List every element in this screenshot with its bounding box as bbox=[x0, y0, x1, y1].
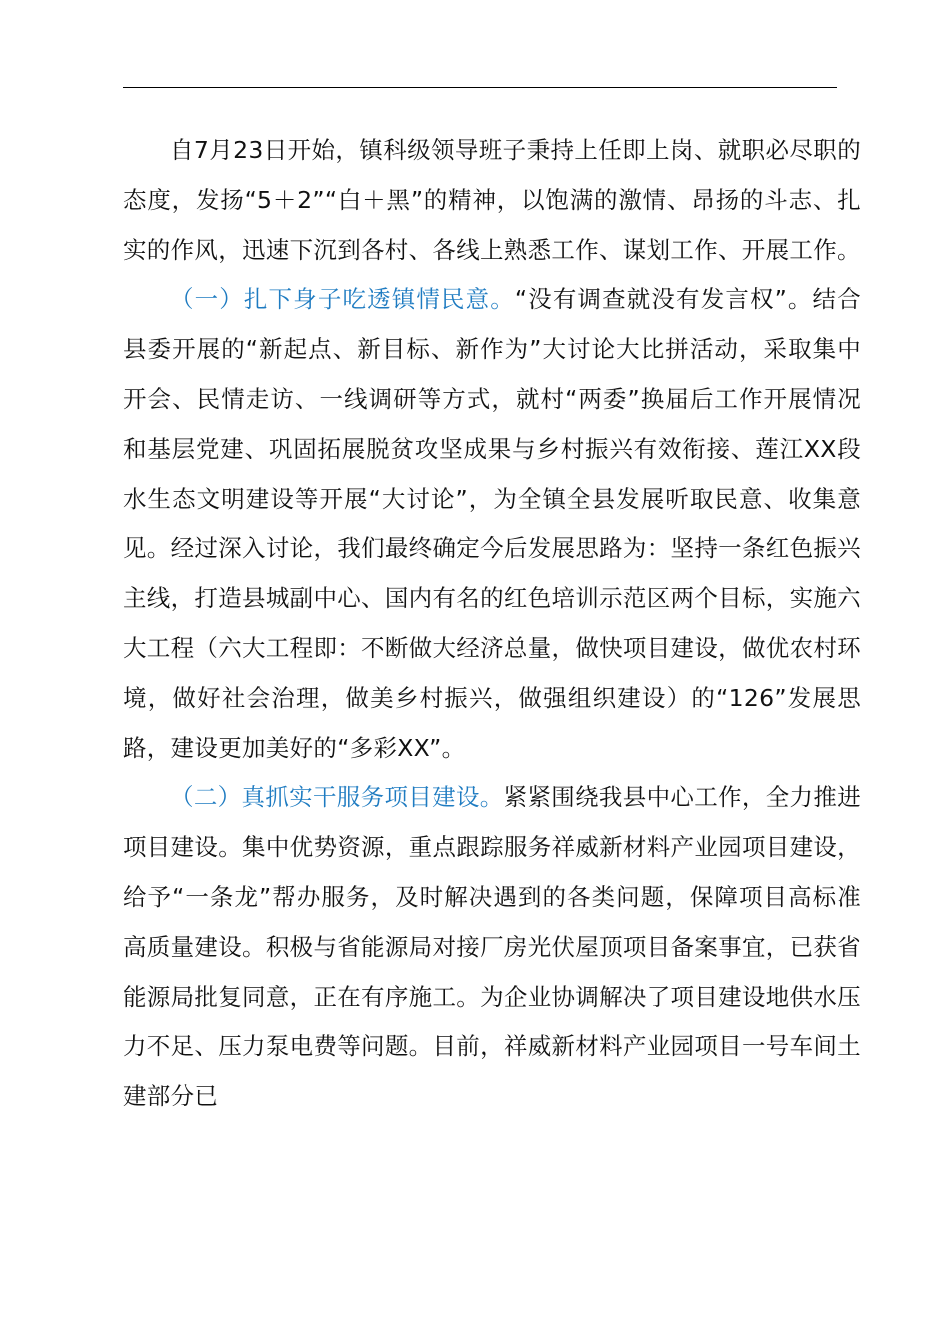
section-heading-2: （二）真抓实干服务项目建设。 bbox=[170, 783, 504, 812]
header-rule bbox=[123, 87, 837, 88]
paragraph-section-1 bbox=[123, 275, 861, 773]
document-body bbox=[123, 126, 861, 1122]
paragraph-intro bbox=[123, 126, 861, 275]
paragraph-text: “没有调查就没有发言权”。结合县委开展的“新起点、新目标、新作为”大讨论大比拼活动，采取集中开会、民情走访、一线调研等方式，就村“两委”换届后工作开展情况和基层党建、巩固拓展脱贫攻坚成果与乡村振兴有效衔接、莲江XX段水生态文明建设等开展“大讨论”，为全镇全县发展听取民意、收集意见。经过深入讨论，我们最终确定今后发展思路为：坚持一条红色振兴主线，打造县城副中心、国内有名的红色培训示范区两个目标，实施六大工程（六大工程即：不断做大经济总量，做快项目建设，做优农村环境，做好社会治理，做美乡村振兴，做强组织建设）的“126”发展思路，建设更加美好的“多彩XX”。 bbox=[123, 285, 861, 762]
paragraph-text: 自7月23日开始，镇科级领导班子秉持上任即上岗、就职必尽职的态度，发扬“5＋2”“白＋黑”的精神，以饱满的激情、昂扬的斗志、扎实的作风，迅速下沉到各村、各线上熟悉工作、谋划工作、开展工作。 bbox=[123, 136, 861, 264]
paragraph-text: 紧紧围绕我县中心工作，全力推进项目建设。集中优势资源，重点跟踪服务祥威新材料产业园项目建设，给予“一条龙”帮办服务，及时解决遇到的各类问题，保障项目高标准高质量建设。积极与省能源局对接厂房光伏屋顶项目备案事宜，已获省能源局批复同意，正在有序施工。为企业协调解决了项目建设地供水压力不足、压力泵电费等问题。目前，祥威新材料产业园项目一号车间土建部分已 bbox=[123, 783, 862, 1111]
paragraph-section-2 bbox=[123, 773, 861, 1122]
section-heading-1: （一）扎下身子吃透镇情民意。 bbox=[170, 285, 515, 314]
